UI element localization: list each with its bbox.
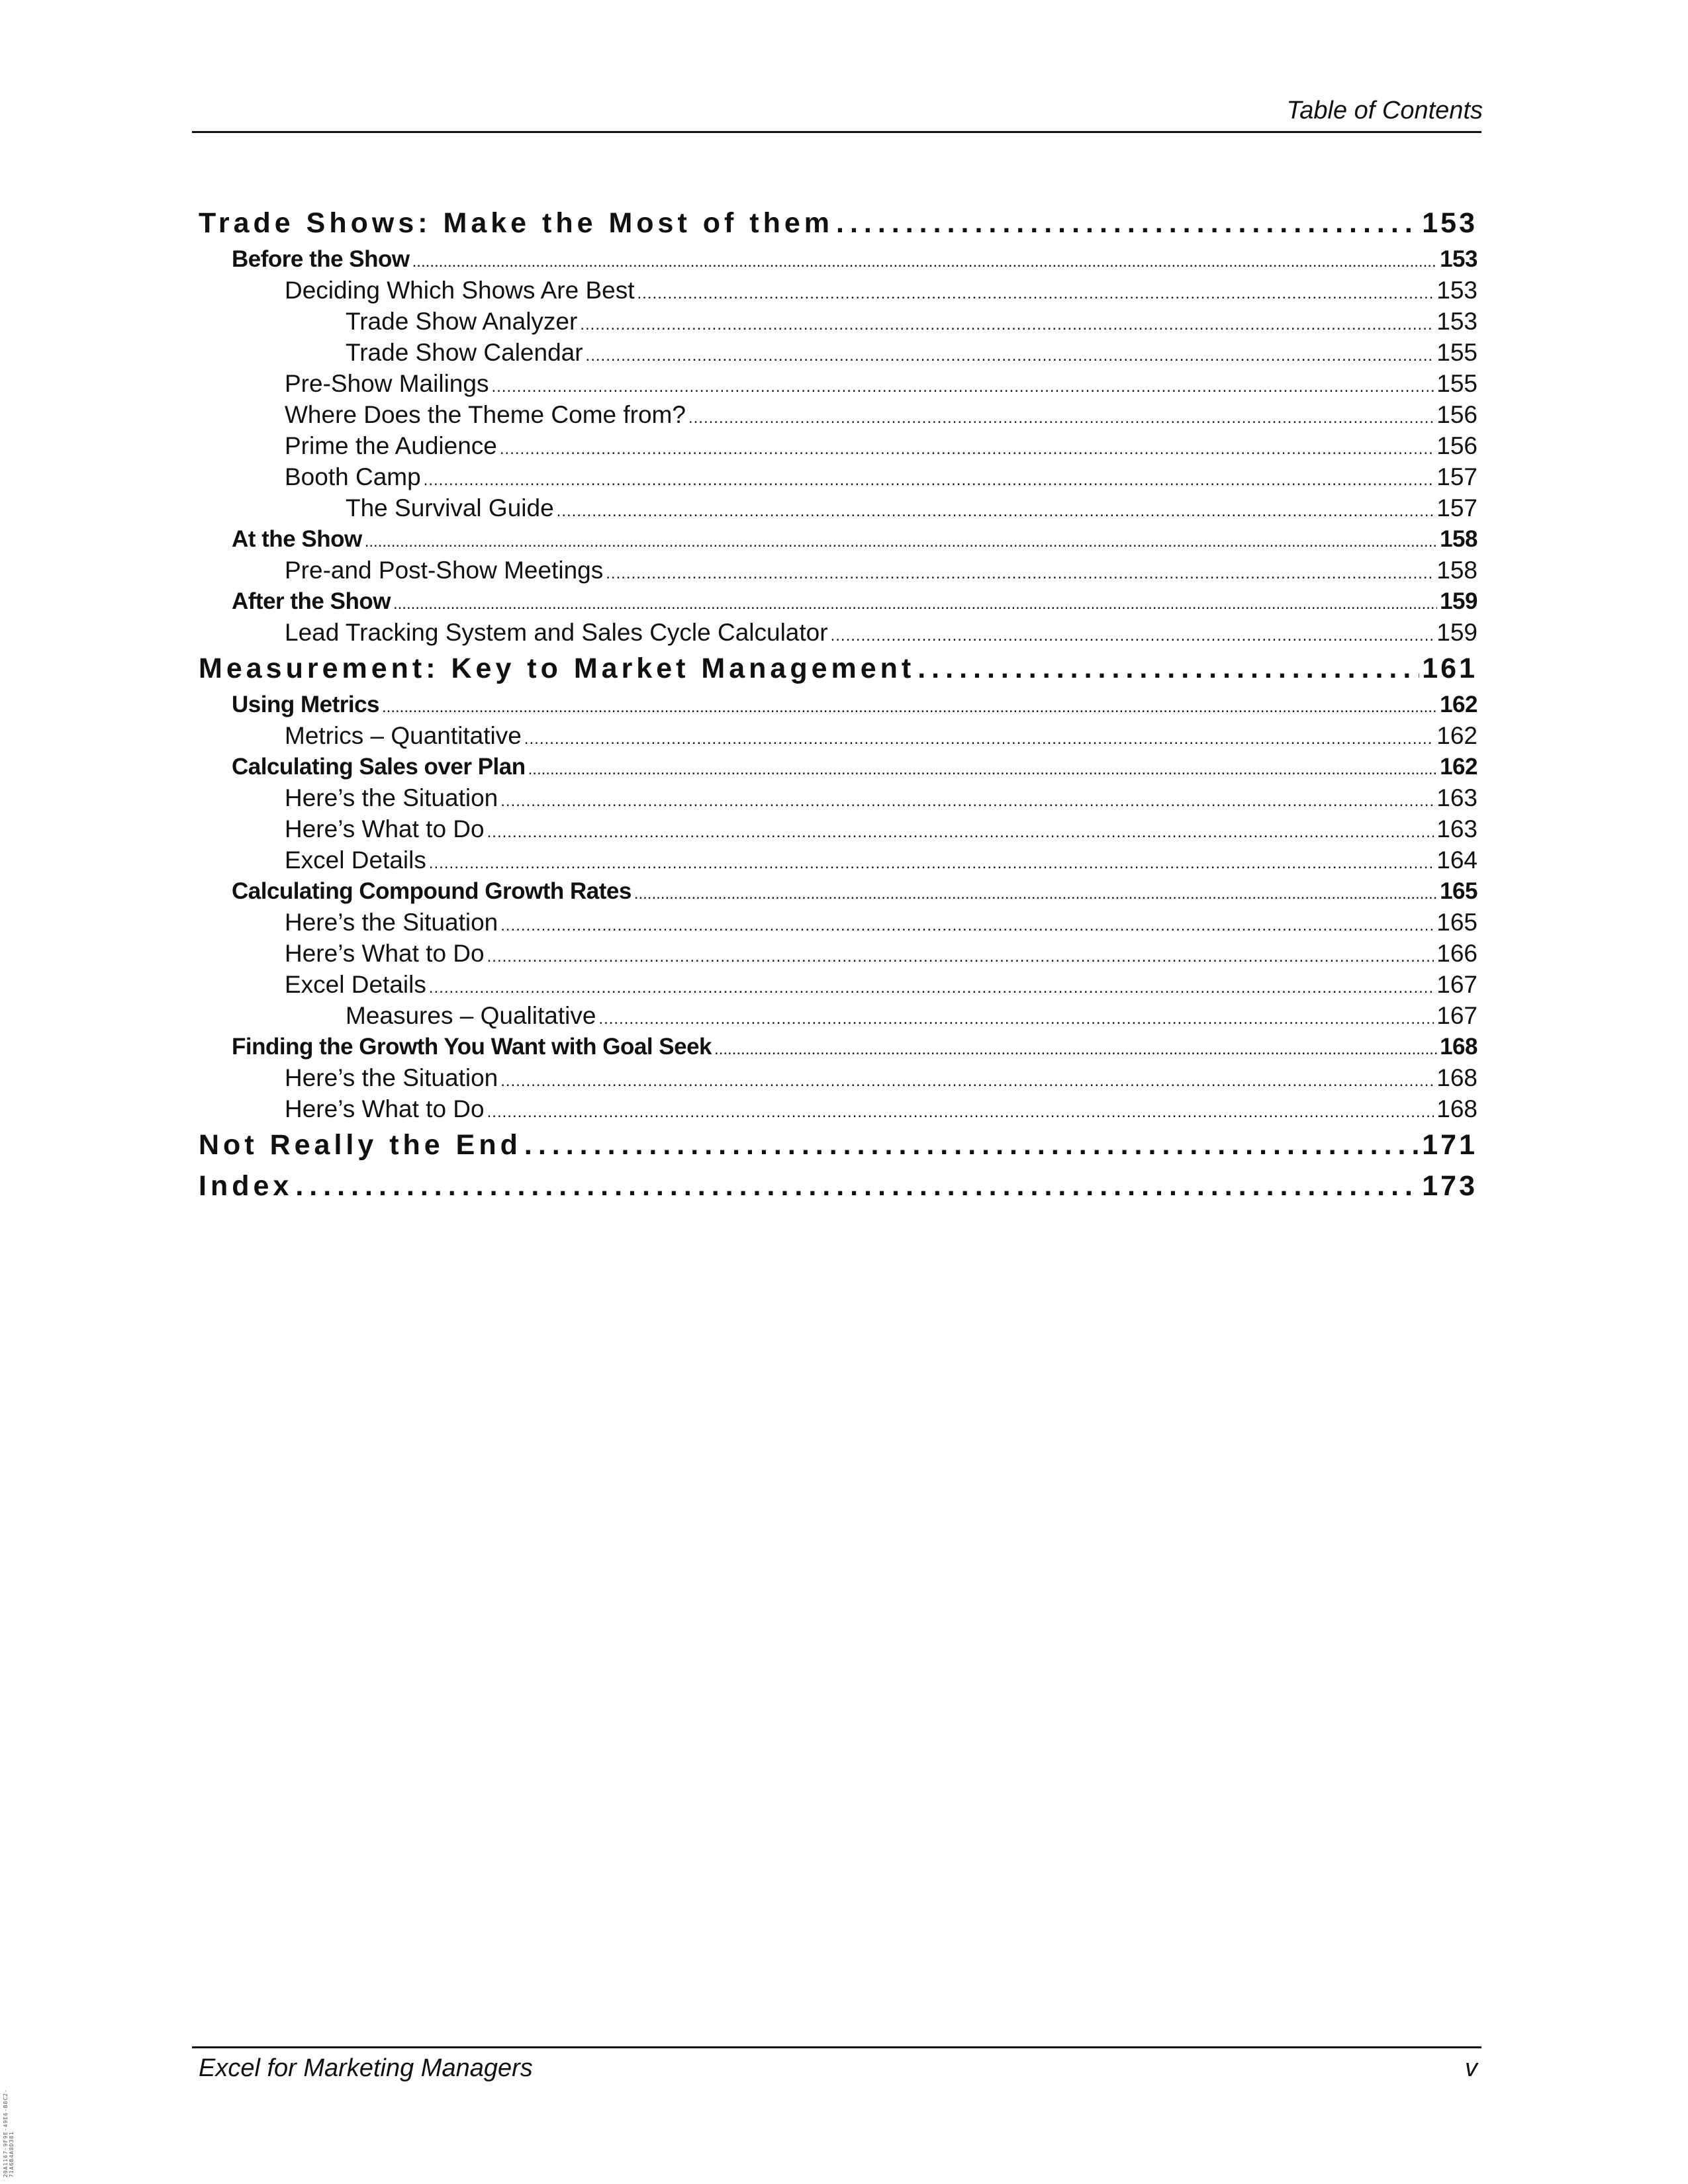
toc-entry-page-number: 159: [1436, 619, 1477, 646]
toc-section-entry[interactable]: [199, 1031, 1477, 1062]
toc-entry-title: Booth Camp: [285, 463, 421, 490]
toc-entry-page-number: 168: [1436, 1064, 1477, 1091]
toc-dot-leader: [606, 555, 1434, 586]
toc-dot-leader: [714, 1031, 1437, 1062]
toc-subsection-entry[interactable]: [199, 555, 1477, 586]
toc-entry-page-number: 162: [1436, 722, 1477, 749]
toc-dot-leader: [634, 876, 1437, 907]
toc-dot-leader: [429, 969, 1434, 1000]
toc-dot-leader: [393, 586, 1437, 617]
toc-entry-title: Pre-Show Mailings: [285, 370, 489, 397]
toc-entry-page-number: 168: [1440, 1034, 1477, 1060]
toc-dot-leader: [295, 1165, 1419, 1206]
toc-subsection-entry[interactable]: [199, 617, 1477, 648]
toc-dot-leader: [917, 648, 1419, 689]
toc-entry-title: Using Metrics: [232, 692, 379, 717]
toc-entry-page-number: 153: [1436, 308, 1477, 335]
toc-section-entry[interactable]: [199, 523, 1477, 555]
toc-section-entry[interactable]: [199, 876, 1477, 907]
toc-subsection-entry[interactable]: [199, 720, 1477, 751]
toc-dot-leader: [557, 492, 1434, 523]
toc-entry-title: Metrics – Quantitative: [285, 722, 522, 749]
toc-entry-page-number: 165: [1436, 909, 1477, 936]
toc-chapter-entry[interactable]: [199, 648, 1477, 689]
toc-entry-title: Excel Details: [285, 971, 426, 998]
toc-entry-page-number: 159: [1440, 588, 1477, 614]
toc-dot-leader: [382, 689, 1437, 720]
toc-dot-leader: [637, 275, 1434, 306]
toc-section-entry[interactable]: [199, 751, 1477, 782]
toc-entry-title: Trade Shows: Make the Most of them: [199, 207, 833, 239]
toc-entry-page-number: 163: [1436, 784, 1477, 811]
toc-subsection-entry[interactable]: [199, 492, 1477, 523]
toc-dot-leader: [487, 813, 1434, 844]
toc-entry-title: Excel Details: [285, 846, 426, 874]
toc-dot-leader: [491, 368, 1434, 399]
toc-entry-title: Here’s the Situation: [285, 784, 498, 811]
toc-entry-title: Lead Tracking System and Sales Cycle Calculator: [285, 619, 828, 646]
toc-entry-page-number: 165: [1440, 878, 1477, 904]
toc-entry-title: Measurement: Key to Market Management: [199, 653, 915, 684]
toc-entry-page-number: 161: [1422, 653, 1477, 684]
toc-entry-page-number: 157: [1436, 494, 1477, 522]
toc-entry-title: The Survival Guide: [346, 494, 554, 522]
toc-entry-page-number: 157: [1436, 463, 1477, 490]
toc-entry-title: Not Really the End: [199, 1129, 522, 1161]
toc-subsection-entry[interactable]: [199, 306, 1477, 337]
header-divider: [192, 131, 1481, 133]
toc-dot-leader: [500, 782, 1434, 813]
toc-chapter-entry[interactable]: [199, 1124, 1477, 1165]
table-of-contents: [199, 203, 1477, 1206]
toc-entry-page-number: 156: [1436, 401, 1477, 428]
toc-entry-title: After the Show: [232, 588, 391, 614]
toc-dot-leader: [412, 244, 1437, 275]
toc-entry-title: Deciding Which Shows Are Best: [285, 277, 635, 304]
toc-subsection-entry[interactable]: [199, 430, 1477, 461]
toc-entry-page-number: 173: [1422, 1170, 1477, 1202]
toc-dot-leader: [424, 461, 1434, 492]
toc-entry-title: Here’s the Situation: [285, 1064, 498, 1091]
toc-dot-leader: [688, 399, 1434, 430]
toc-entry-page-number: 171: [1422, 1129, 1477, 1161]
toc-entry-page-number: 166: [1436, 940, 1477, 967]
toc-dot-leader: [598, 1000, 1434, 1031]
toc-dot-leader: [429, 844, 1434, 876]
footer-divider: [192, 2046, 1481, 2048]
toc-entry-title: Measures – Qualitative: [346, 1002, 596, 1029]
toc-subsection-entry[interactable]: [199, 969, 1477, 1000]
toc-entry-page-number: 162: [1440, 754, 1477, 780]
toc-subsection-entry[interactable]: [199, 461, 1477, 492]
toc-subsection-entry[interactable]: [199, 1000, 1477, 1031]
toc-dot-leader: [487, 1093, 1434, 1124]
toc-subsection-entry[interactable]: [199, 813, 1477, 844]
toc-entry-page-number: 158: [1440, 526, 1477, 552]
toc-subsection-entry[interactable]: [199, 1062, 1477, 1093]
toc-entry-title: Trade Show Calendar: [346, 339, 583, 366]
toc-dot-leader: [580, 306, 1434, 337]
toc-entry-page-number: 164: [1436, 846, 1477, 874]
toc-entry-title: Index: [199, 1170, 293, 1202]
toc-dot-leader: [524, 720, 1434, 751]
toc-entry-page-number: 167: [1436, 1002, 1477, 1029]
toc-entry-title: Prime the Audience: [285, 432, 497, 459]
toc-entry-page-number: 153: [1422, 207, 1477, 239]
toc-entry-title: At the Show: [232, 526, 362, 552]
toc-entry-title: Pre-and Post-Show Meetings: [285, 557, 604, 584]
toc-entry-page-number: 153: [1440, 246, 1477, 272]
toc-subsection-entry[interactable]: [199, 368, 1477, 399]
toc-entry-title: Finding the Growth You Want with Goal Seek: [232, 1034, 712, 1060]
toc-dot-leader: [831, 617, 1434, 648]
toc-dot-leader: [524, 1124, 1419, 1165]
toc-dot-leader: [836, 203, 1419, 244]
toc-entry-page-number: 163: [1436, 815, 1477, 842]
toc-section-entry[interactable]: [199, 689, 1477, 720]
toc-entry-title: Before the Show: [232, 246, 410, 272]
toc-entry-page-number: 168: [1436, 1095, 1477, 1122]
toc-dot-leader: [528, 751, 1437, 782]
toc-subsection-entry[interactable]: [199, 1093, 1477, 1124]
toc-entry-title: Here’s What to Do: [285, 815, 485, 842]
toc-chapter-entry[interactable]: [199, 1165, 1477, 1206]
toc-dot-leader: [500, 1062, 1434, 1093]
footer-page-number: v: [1465, 2054, 1477, 2082]
toc-dot-leader: [365, 523, 1437, 555]
toc-section-entry[interactable]: [199, 586, 1477, 617]
toc-subsection-entry[interactable]: [199, 938, 1477, 969]
toc-entry-title: Here’s What to Do: [285, 940, 485, 967]
toc-subsection-entry[interactable]: [199, 844, 1477, 876]
toc-entry-title: Where Does the Theme Come from?: [285, 401, 686, 428]
toc-dot-leader: [500, 907, 1434, 938]
running-header-title: Table of Contents: [1286, 97, 1483, 124]
footer-book-title: Excel for Marketing Managers: [199, 2054, 533, 2082]
toc-section-entry[interactable]: [199, 244, 1477, 275]
toc-entry-page-number: 156: [1436, 432, 1477, 459]
toc-entry-title: Calculating Sales over Plan: [232, 754, 526, 780]
toc-dot-leader: [586, 337, 1434, 368]
toc-entry-title: Here’s the Situation: [285, 909, 498, 936]
toc-subsection-entry[interactable]: [199, 337, 1477, 368]
toc-entry-title: Trade Show Analyzer: [346, 308, 578, 335]
toc-dot-leader: [487, 938, 1434, 969]
toc-subsection-entry[interactable]: [199, 907, 1477, 938]
toc-entry-page-number: 155: [1436, 339, 1477, 366]
toc-chapter-entry[interactable]: [199, 203, 1477, 244]
toc-entry-page-number: 153: [1436, 277, 1477, 304]
toc-entry-page-number: 167: [1436, 971, 1477, 998]
toc-subsection-entry[interactable]: [199, 399, 1477, 430]
toc-subsection-entry[interactable]: [199, 275, 1477, 306]
toc-entry-title: Calculating Compound Growth Rates: [232, 878, 632, 904]
toc-entry-title: Here’s What to Do: [285, 1095, 485, 1122]
toc-entry-page-number: 162: [1440, 692, 1477, 717]
toc-entry-page-number: 158: [1436, 557, 1477, 584]
scan-identifier-mark: 20A1167-9F9E-49E6-B8C2-71A6B4A8D381: [3, 2089, 15, 2177]
toc-entry-page-number: 155: [1436, 370, 1477, 397]
toc-dot-leader: [500, 430, 1434, 461]
toc-subsection-entry[interactable]: [199, 782, 1477, 813]
